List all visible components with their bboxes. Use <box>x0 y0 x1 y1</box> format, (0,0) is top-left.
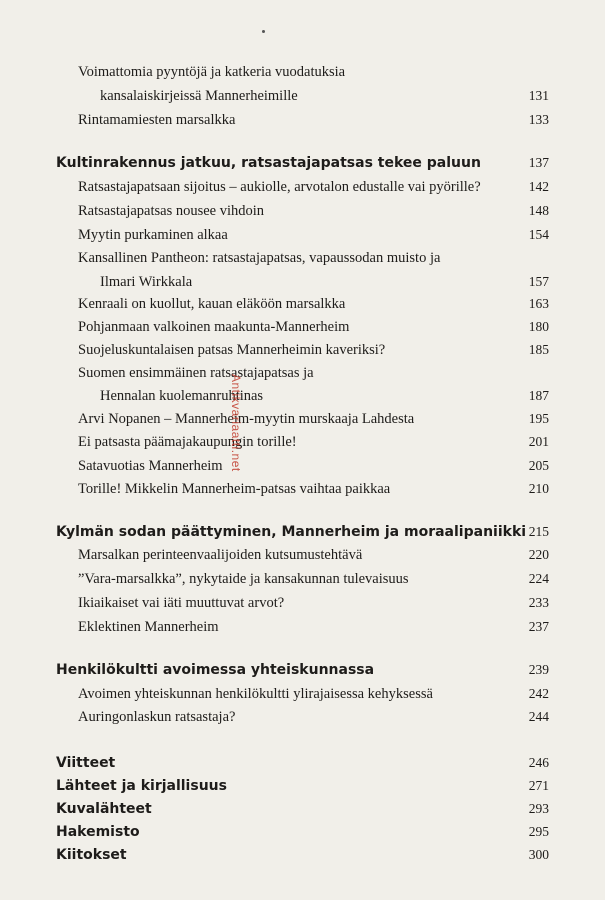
page-number: 295 <box>528 824 549 839</box>
print-speck <box>262 30 265 33</box>
page-number: 271 <box>528 778 549 793</box>
toc-backmatter-line <box>0 845 605 867</box>
toc-entry: Marsalkan perinteenvaalijoiden kutsumustehtävä <box>78 547 363 563</box>
page-number: 131 <box>528 88 549 103</box>
toc-entry: Satavuotias Mannerheim <box>78 458 223 474</box>
page-number: 157 <box>528 274 549 289</box>
toc-backmatter-line <box>0 799 605 821</box>
toc-line <box>0 248 605 270</box>
page-number: 205 <box>528 458 549 473</box>
page-number: 180 <box>528 319 549 334</box>
section-heading: Henkilökultti avoimessa yhteiskunnassa <box>56 662 375 678</box>
toc-entry: Voimattomia pyyntöjä ja katkeria vuodatuksia <box>78 64 346 80</box>
page-number: 239 <box>528 662 549 677</box>
page-number: 242 <box>528 686 549 701</box>
page-number: 210 <box>528 481 549 496</box>
toc-section-line <box>0 660 605 682</box>
toc-line <box>0 225 605 247</box>
toc-entry: Suomen ensimmäinen ratsastajapatsas ja <box>78 365 314 381</box>
toc-entry: Myytin purkaminen alkaa <box>78 227 228 243</box>
toc-line <box>0 272 605 294</box>
page-number: 244 <box>528 709 549 724</box>
toc-line <box>0 432 605 454</box>
toc-line <box>0 363 605 385</box>
page-number: 215 <box>528 524 549 539</box>
toc-line <box>0 684 605 706</box>
backmatter-heading: Viitteet <box>56 755 116 771</box>
page-number: 195 <box>528 411 549 426</box>
toc-line <box>0 456 605 478</box>
toc-entry: ”Vara-marsalkka”, nykytaide ja kansakunnan tulevaisuus <box>78 571 409 587</box>
toc-line <box>0 201 605 223</box>
watermark: Antikvariaatti.net <box>229 374 243 472</box>
section-heading: Kylmän sodan päättyminen, Mannerheim ja moraalipaniikki <box>56 524 527 540</box>
toc-line <box>0 294 605 316</box>
toc-entry: Eklektinen Mannerheim <box>78 619 219 635</box>
toc-line <box>0 110 605 132</box>
toc-line <box>0 707 605 729</box>
toc-entry: Ikiaikaiset vai iäti muuttuvat arvot? <box>78 595 285 611</box>
toc-entry: Kenraali on kuollut, kauan eläköön marsalkka <box>78 296 346 312</box>
toc-entry: Arvi Nopanen – Mannerheim-myytin murskaaja Lahdesta <box>78 411 415 427</box>
toc-entry: Torille! Mikkelin Mannerheim-patsas vaihtaa paikkaa <box>78 481 391 497</box>
page-number: 224 <box>528 571 549 586</box>
toc-line <box>0 409 605 431</box>
toc-line <box>0 62 605 84</box>
page-number: 233 <box>528 595 549 610</box>
toc-line <box>0 177 605 199</box>
page-number: 148 <box>528 203 549 218</box>
page-number: 185 <box>528 342 549 357</box>
toc-entry: Rintamamiesten marsalkka <box>78 112 236 128</box>
toc-line <box>0 617 605 639</box>
page-number: 163 <box>528 296 549 311</box>
toc-backmatter-line <box>0 776 605 798</box>
toc-entry: Ratsastajapatsas nousee vihdoin <box>78 203 265 219</box>
page-number: 142 <box>528 179 549 194</box>
toc-entry: kansalaiskirjeissä Mannerheimille <box>100 88 298 104</box>
toc-entry: Ei patsasta päämajakaupungin torille! <box>78 434 297 450</box>
toc-entry: Avoimen yhteiskunnan henkilökultti ylirajaisessa kehyksessä <box>78 686 433 702</box>
toc-entry: Ilmari Wirkkala <box>100 274 193 290</box>
page-number: 220 <box>528 547 549 562</box>
toc-line <box>0 340 605 362</box>
toc-section-line <box>0 522 605 544</box>
toc-entry: Kansallinen Pantheon: ratsastajapatsas, vapaussodan muisto ja <box>78 250 441 266</box>
toc-entry: Suojeluskuntalaisen patsas Mannerheimin kaveriksi? <box>78 342 386 358</box>
toc-entry: Hennalan kuolemanruhtinas <box>100 388 264 404</box>
page-number: 201 <box>528 434 549 449</box>
toc-line <box>0 593 605 615</box>
toc-section-line <box>0 153 605 175</box>
toc-entry: Ratsastajapatsaan sijoitus – aukiolle, arvotalon edustalle vai pyörille? <box>78 179 481 195</box>
page-number: 300 <box>528 847 549 862</box>
toc-line <box>0 569 605 591</box>
page-number: 133 <box>528 112 549 127</box>
section-heading: Kultinrakennus jatkuu, ratsastajapatsas tekee paluun <box>56 155 481 171</box>
toc-line <box>0 386 605 408</box>
toc-line <box>0 317 605 339</box>
toc-line <box>0 545 605 567</box>
page-number: 154 <box>528 227 549 242</box>
toc-entry: Auringonlaskun ratsastaja? <box>78 709 236 725</box>
page-number: 293 <box>528 801 549 816</box>
toc-line <box>0 479 605 501</box>
page-number: 187 <box>528 388 549 403</box>
backmatter-heading: Kiitokset <box>56 847 127 863</box>
backmatter-heading: Lähteet ja kirjallisuus <box>56 778 227 794</box>
toc-backmatter-line <box>0 753 605 775</box>
backmatter-heading: Kuvalähteet <box>56 801 152 817</box>
page-number: 137 <box>528 155 549 170</box>
backmatter-heading: Hakemisto <box>56 824 140 840</box>
toc-entry: Pohjanmaan valkoinen maakunta-Mannerheim <box>78 319 350 335</box>
toc-backmatter-line <box>0 822 605 844</box>
toc-line <box>0 86 605 108</box>
page-number: 237 <box>528 619 549 634</box>
page-number: 246 <box>528 755 549 770</box>
